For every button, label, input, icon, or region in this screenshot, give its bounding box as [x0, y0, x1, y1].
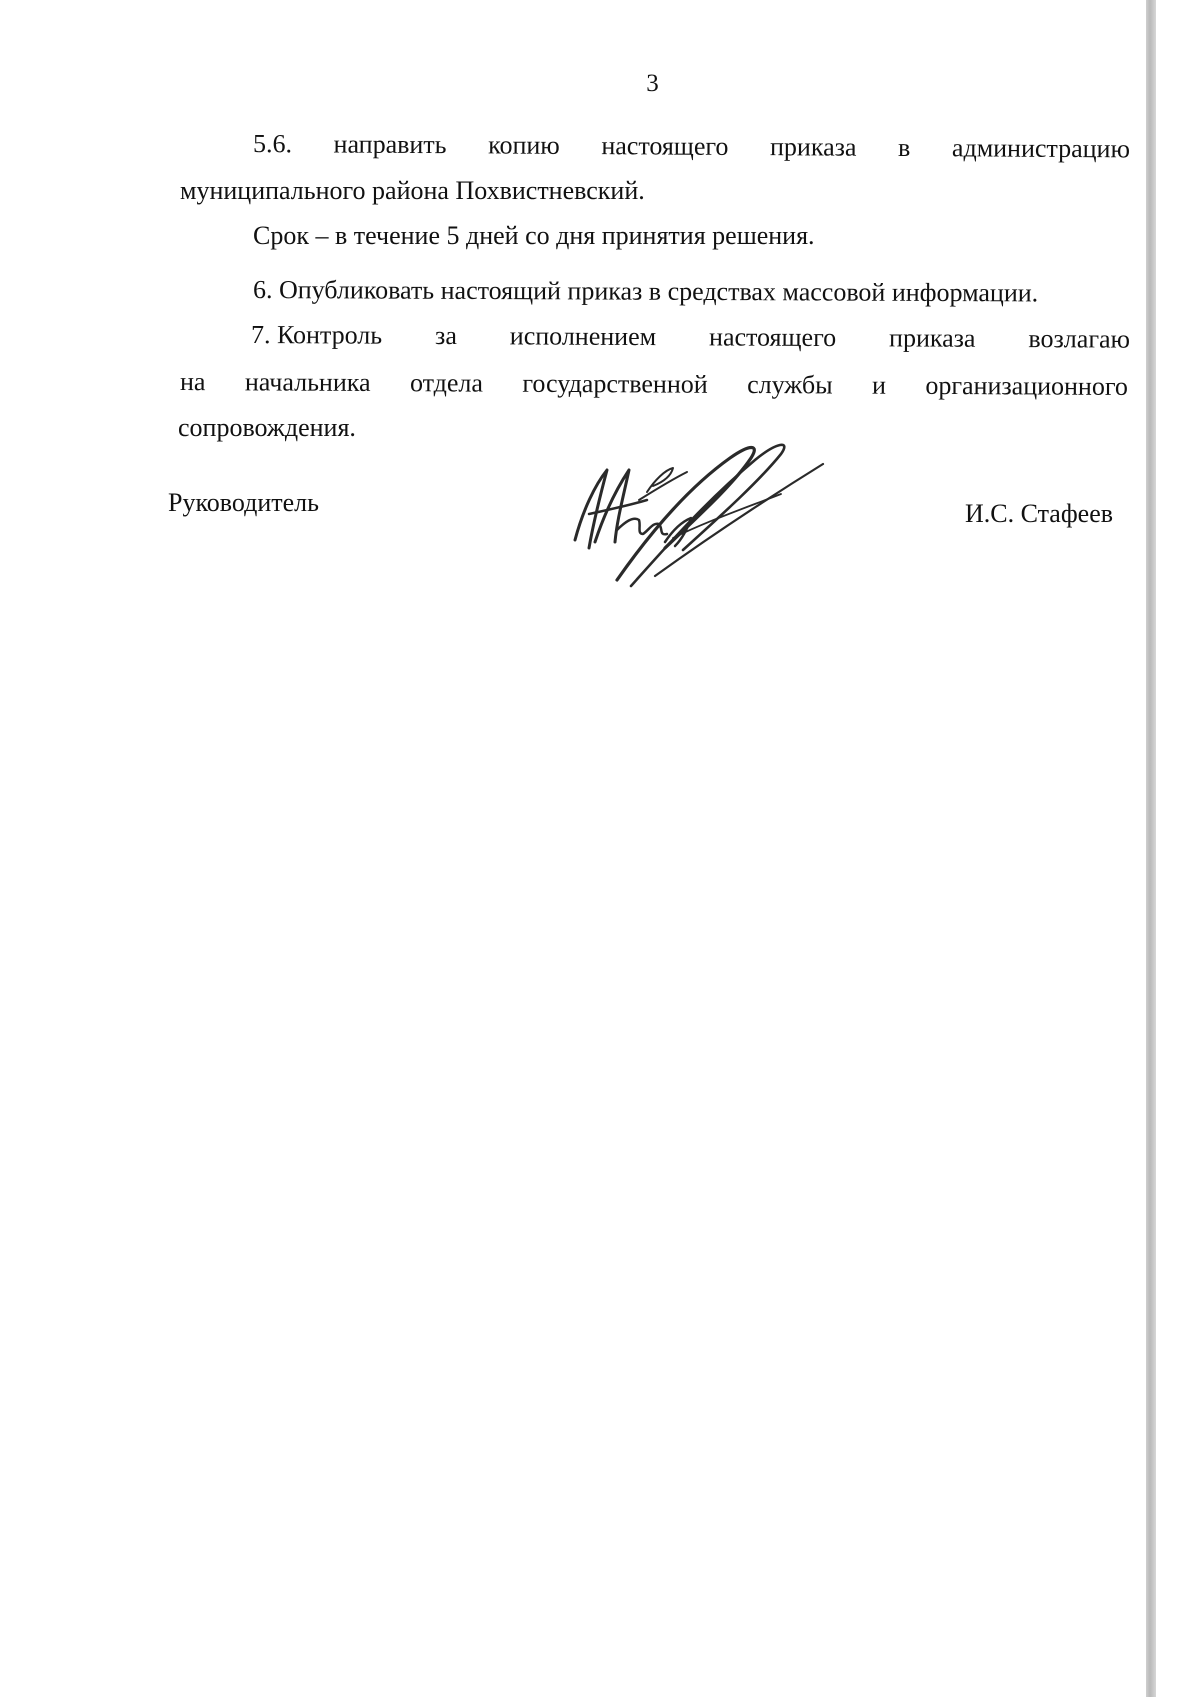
word: приказа	[889, 323, 976, 353]
signer-title: Руководитель	[168, 488, 319, 517]
word: организационного	[925, 370, 1128, 401]
paragraph-7-line-2	[180, 366, 1128, 402]
paragraph-5-6-line-2: муниципального района Похвистневский.	[180, 176, 645, 205]
word: приказа	[769, 132, 857, 162]
word: администрацию	[951, 133, 1131, 164]
word: на	[179, 367, 206, 397]
word: возлагаю	[1028, 324, 1131, 354]
paragraph-6: 6. Опубликовать настоящий приказ в средствах массовой информации.	[252, 275, 1039, 308]
word: 5.6.	[252, 129, 293, 159]
word: направить	[333, 129, 447, 160]
word: настоящего	[601, 131, 729, 161]
page-number: 3	[646, 70, 659, 97]
word: службы	[747, 369, 833, 400]
word: государственной	[522, 368, 708, 399]
signer-name: И.С. Стафеев	[965, 499, 1114, 528]
scan-edge-shadow	[1146, 0, 1156, 1697]
word: исполнением	[509, 321, 657, 352]
word: настоящего	[709, 322, 837, 353]
deadline-paragraph: Срок – в течение 5 дней со дня принятия решения.	[253, 221, 815, 250]
paragraph-7-line-3: сопровождения.	[178, 413, 356, 442]
handwritten-signature	[555, 430, 845, 590]
word: за	[435, 320, 457, 351]
word: начальника	[244, 367, 371, 397]
word: и	[871, 370, 887, 400]
word: копию	[488, 130, 560, 160]
word: 7. Контроль	[250, 320, 383, 350]
word: в	[897, 132, 911, 163]
paragraph-5-6-line-1	[253, 128, 1130, 165]
paragraph-7-line-1	[251, 319, 1130, 355]
word: отдела	[409, 368, 484, 398]
